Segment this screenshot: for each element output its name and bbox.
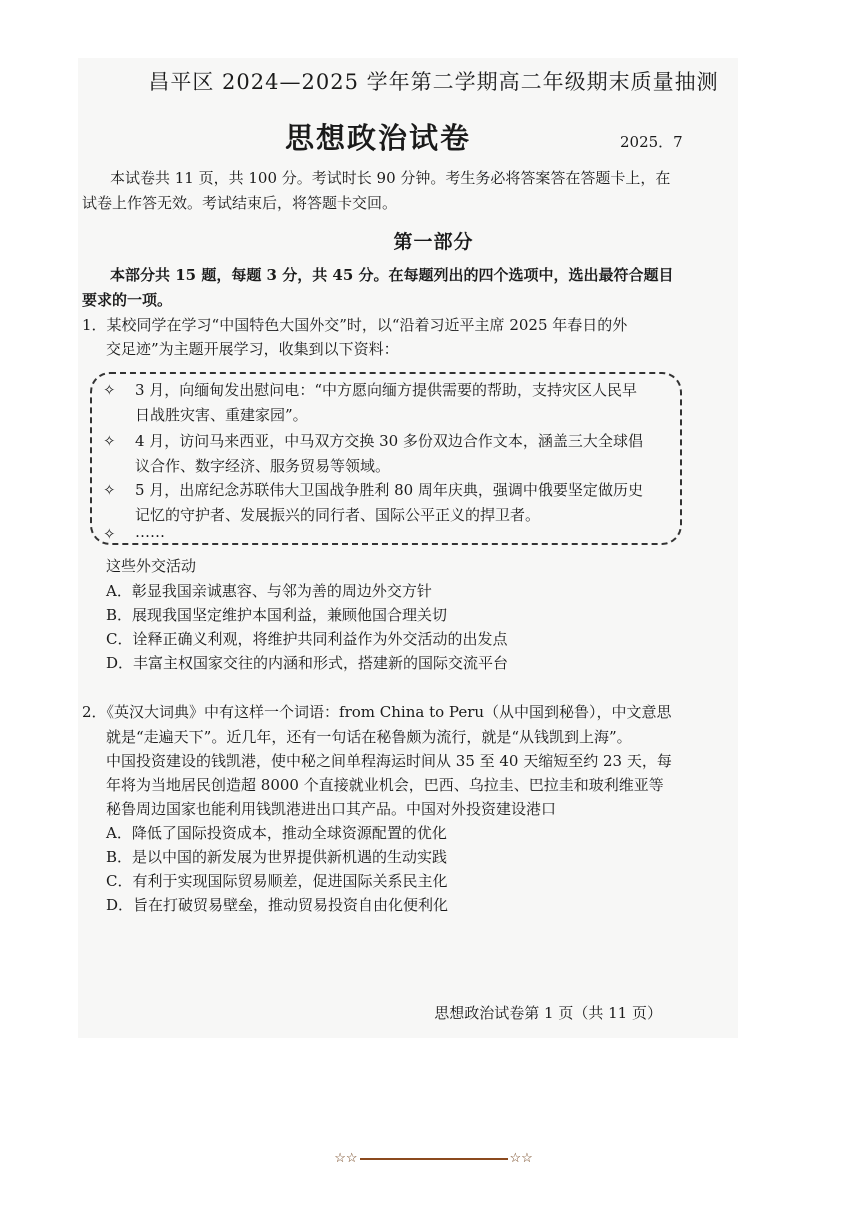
star-icon: ☆☆	[509, 1151, 533, 1166]
q2-stem-line-5: 秘鲁周边国家也能利用钱凯港进出口其产品。中国对外投资建设港口	[106, 800, 557, 818]
bullet-icon: ✧	[103, 525, 116, 543]
q2-stem-line-4: 年将为当地居民创造超 8000 个直接就业机会，巴西、乌拉圭、巴拉圭和玻利维亚等	[106, 776, 664, 794]
q2-option-d: D．旨在打破贸易壁垒，推动贸易投资自由化便利化	[106, 896, 449, 914]
bullet-icon: ✧	[103, 381, 116, 399]
q2-stem-line-1: 2．《英汉大词典》中有这样一个词语：from China to Peru（从中国到秘鲁），中文意思	[82, 703, 672, 721]
q1-stem-line-2: 交足迹”为主题开展学习，收集到以下资料：	[106, 340, 399, 358]
page-number: 思想政治试卷第 1 页（共 11 页）	[434, 1004, 662, 1022]
q2-option-b: B．是以中国的新发展为世界提供新机遇的生动实践	[106, 848, 448, 866]
exam-title: 昌平区 2024—2025 学年第二学期高二年级期末质量抽测	[148, 70, 719, 94]
star-icon: ☆☆	[334, 1151, 358, 1166]
exam-date: 2025．7	[620, 133, 683, 151]
q1-lead: 这些外交活动	[106, 557, 197, 575]
q1-material-3-line-2: 记忆的守护者、发展振兴的同行者、国际公平正义的捍卫者。	[135, 506, 541, 524]
q2-stem-line-3: 中国投资建设的钱凯港，使中秘之间单程海运时间从 35 至 40 天缩短至约 23 天，每	[106, 752, 672, 770]
q1-material-2-line-2: 议合作、数字经济、服务贸易等领域。	[135, 457, 391, 475]
q1-option-c: C．诠释正确义利观，将维护共同利益作为外交活动的出发点	[106, 630, 508, 648]
section-note-line-1: 本部分共 15 题，每题 3 分，共 45 分。在每题列出的四个选项中，选出最符合题目	[110, 266, 674, 284]
q1-material-1-line-1: 3 月，向缅甸发出慰问电：“中方愿向缅方提供需要的帮助，支持灾区人民早	[135, 381, 637, 399]
q1-material-2-line-1: 4 月，访问马来西亚，中马双方交换 30 多份双边合作文本，涵盖三大全球倡	[135, 432, 643, 450]
footer-ornament	[0, 1151, 867, 1166]
section-note-line-2: 要求的一项。	[82, 291, 173, 309]
bullet-icon: ✧	[103, 481, 116, 499]
instructions-line-2: 试卷上作答无效。考试结束后，将答题卡交回。	[82, 194, 398, 212]
section-title: 第一部分	[393, 231, 474, 253]
q1-option-d: D．丰富主权国家交往的内涵和形式，搭建新的国际交流平台	[106, 654, 509, 672]
q1-option-a: A．彰显我国亲诚惠容、与邻为善的周边外交方针	[106, 582, 432, 600]
q1-material-3-line-1: 5 月，出席纪念苏联伟大卫国战争胜利 80 周年庆典，强调中俄要坚定做历史	[135, 481, 643, 499]
instructions-line-1: 本试卷共 11 页，共 100 分。考试时长 90 分钟。考生务必将答案答在答题卡上，在	[110, 169, 671, 187]
q1-option-b: B．展现我国坚定维护本国利益，兼顾他国合理关切	[106, 606, 448, 624]
q2-stem-line-2: 就是“走遍天下”。近几年，还有一句话在秘鲁颇为流行，就是“从钱凯到上海”。	[106, 728, 632, 746]
q1-material-4-line-1: ……	[135, 523, 165, 541]
bullet-icon: ✧	[103, 432, 116, 450]
divider	[360, 1158, 508, 1160]
q1-material-1-line-2: 日战胜灾害、重建家园”。	[135, 406, 308, 424]
q1-stem-line-1: 1．某校同学在学习“中国特色大国外交”时，以“沿着习近平主席 2025 年春日的外	[82, 316, 628, 334]
q2-option-c: C．有利于实现国际贸易顺差，促进国际关系民主化	[106, 872, 448, 890]
q2-option-a: A．降低了国际投资成本，推动全球资源配置的优化	[106, 824, 447, 842]
subject-title: 思想政治试卷	[285, 121, 472, 155]
